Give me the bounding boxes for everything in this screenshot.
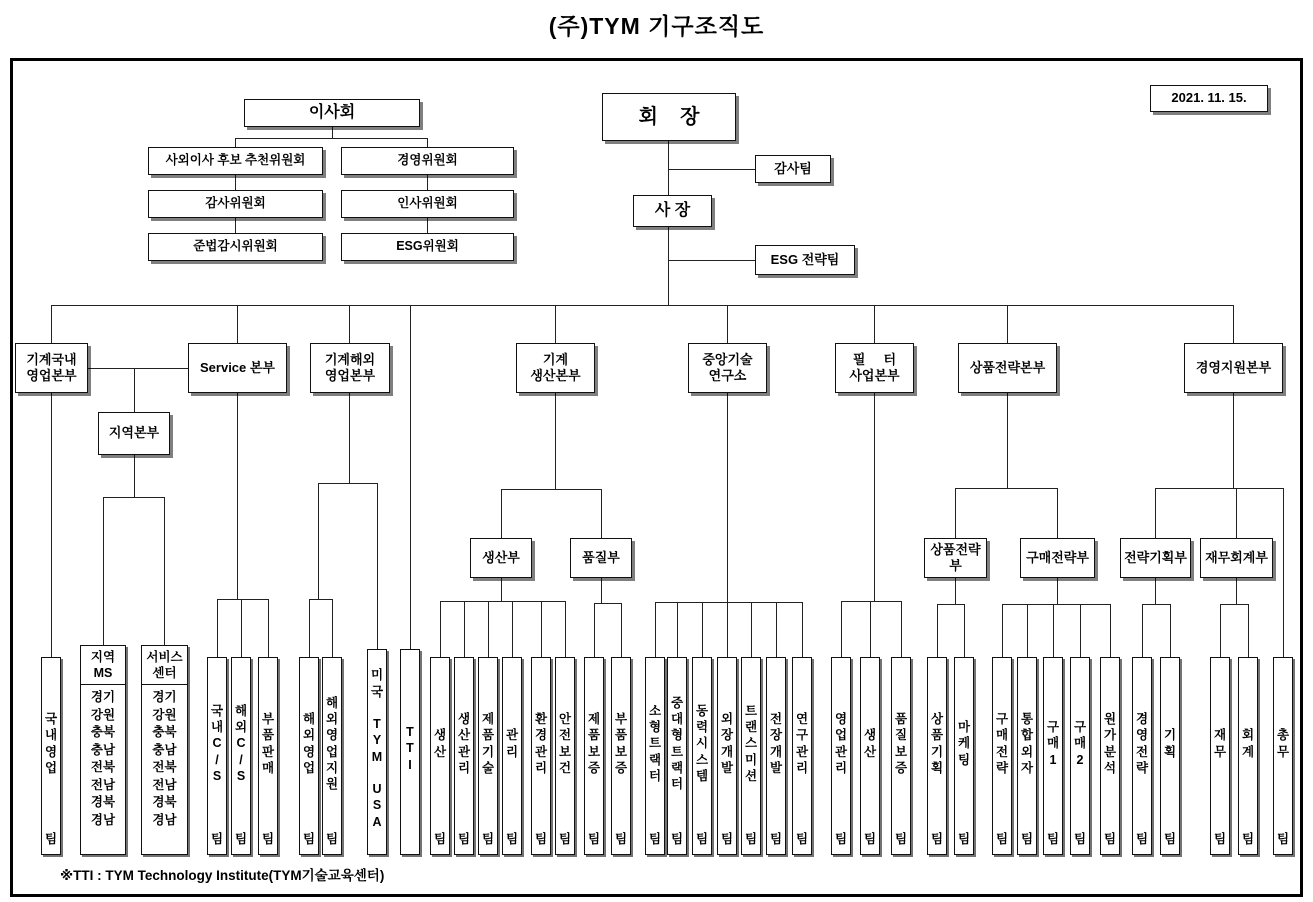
connector-line <box>427 218 428 233</box>
connector-line <box>309 599 332 600</box>
connector-line <box>1155 488 1156 538</box>
division-service-hq: Service 본부 <box>188 343 287 393</box>
connector-line <box>1002 604 1003 657</box>
team-label: 동 력 시 스 템 <box>695 703 709 783</box>
connector-line <box>594 603 621 604</box>
connector-line <box>1233 305 1234 343</box>
team-box-transmission <box>741 657 761 855</box>
team-label: 구 매 2 <box>1073 720 1087 767</box>
connector-line <box>1236 488 1237 538</box>
connector-line <box>1220 604 1221 657</box>
team-box-cost-analysis <box>1100 657 1120 855</box>
team-label: 미 국 T Y M U S A <box>370 668 384 829</box>
region-list: 경기 강원 충북 충남 전북 전남 경북 경남 <box>152 690 177 827</box>
team-box-purchase-2 <box>1070 657 1090 855</box>
connector-line <box>1027 604 1028 657</box>
team-label: 해 외 영 업 <box>302 712 316 775</box>
team-box-exterior-dev <box>717 657 737 855</box>
team-label: 트 랜 스 미 션 <box>744 703 758 783</box>
connector-line <box>901 601 902 657</box>
connector-line <box>1110 604 1111 657</box>
team-box-domestic-cs <box>207 657 227 855</box>
team-label: 생 산 관 리 <box>457 712 471 775</box>
connector-line <box>217 599 268 600</box>
team-suffix: 팀 <box>1020 832 1034 846</box>
dept-finance-accounting: 재무회계부 <box>1200 538 1273 578</box>
team-box-mid-large-tractor <box>667 657 687 855</box>
team-label: 연 구 관 리 <box>795 712 809 775</box>
team-label: 안 전 보 건 <box>558 712 572 775</box>
team-box-marketing <box>954 657 974 855</box>
date-box: 2021. 11. 15. <box>1150 85 1268 112</box>
committee-hr: 인사위원회 <box>341 190 514 218</box>
connector-line <box>668 260 755 261</box>
committee-compliance: 준법감시위원회 <box>148 233 323 261</box>
connector-line <box>1283 488 1284 657</box>
connector-line <box>555 393 556 489</box>
connector-line <box>601 578 602 603</box>
team-suffix: 팀 <box>1103 832 1117 846</box>
team-label: 품 질 보 증 <box>894 712 908 775</box>
team-suffix: 팀 <box>534 832 548 846</box>
team-suffix: 팀 <box>894 832 908 846</box>
team-label: 제 품 기 술 <box>481 712 495 775</box>
connector-line <box>427 138 428 147</box>
team-box-management-strategy <box>1132 657 1152 855</box>
connector-line <box>237 305 238 343</box>
division-machine-production: 기계 생산본부 <box>516 343 595 393</box>
committee-outside-director-nomination: 사외이사 후보 추천위원회 <box>148 147 323 175</box>
connector-line <box>217 599 218 657</box>
team-box-planning <box>1160 657 1180 855</box>
team-box-domestic-sales <box>41 657 61 855</box>
team-suffix: 팀 <box>1276 832 1290 846</box>
connector-line <box>1057 488 1058 538</box>
connector-line <box>751 602 752 657</box>
team-label: 통 합 외 자 <box>1020 712 1034 775</box>
connector-line <box>332 599 333 657</box>
connector-line <box>1057 578 1058 604</box>
team-label: 외 장 개 발 <box>720 712 734 775</box>
connector-line <box>318 483 319 599</box>
connector-line <box>555 305 556 343</box>
team-box-overseas-sales <box>299 657 319 855</box>
connector-line <box>702 602 703 657</box>
connector-line <box>501 578 502 601</box>
dept-strategy-planning: 전략기획부 <box>1120 538 1191 578</box>
team-label: 국 내 영 업 <box>44 712 58 775</box>
division-filter-business: 필 터 사업본부 <box>835 343 914 393</box>
connector-line <box>134 455 135 497</box>
team-box-integrated-imports <box>1017 657 1037 855</box>
team-label: 회 계 <box>1241 728 1255 759</box>
connector-line <box>440 601 441 657</box>
connector-line <box>235 138 236 147</box>
team-label: 생 산 <box>863 728 877 759</box>
team-suffix: 팀 <box>834 832 848 846</box>
team-box-overseas-cs <box>231 657 251 855</box>
connector-line <box>88 368 188 369</box>
team-suffix: 팀 <box>795 832 809 846</box>
team-label: 중 대 형 트 랙 터 <box>670 695 684 791</box>
division-product-strategy: 상품전략본부 <box>958 343 1057 393</box>
connector-line <box>964 604 965 657</box>
team-box-admin <box>502 657 522 855</box>
connector-line <box>51 305 1233 306</box>
connector-line <box>440 601 565 602</box>
team-box-purchase-1 <box>1043 657 1063 855</box>
team-box-product-tech <box>478 657 498 855</box>
team-suffix: 팀 <box>670 832 684 846</box>
connector-line <box>937 604 964 605</box>
team-label: 경 영 전 략 <box>1135 712 1149 775</box>
team-box-general-affairs <box>1273 657 1293 855</box>
connector-line <box>318 483 377 484</box>
team-suffix: 팀 <box>505 832 519 846</box>
connector-line <box>237 393 238 599</box>
connector-line <box>955 488 956 538</box>
connector-line <box>377 483 378 649</box>
connector-line <box>410 305 411 649</box>
team-suffix: 팀 <box>433 832 447 846</box>
connector-line <box>1002 604 1110 605</box>
team-label: 원 가 분 석 <box>1103 712 1117 775</box>
committee-esg: ESG위원회 <box>341 233 514 261</box>
team-box-tti <box>400 649 420 855</box>
team-box-product-assurance <box>584 657 604 855</box>
connector-line <box>841 601 901 602</box>
team-label: 소 형 트 랙 터 <box>648 703 662 783</box>
team-label: 해 외 영 업 지 원 <box>325 695 339 791</box>
connector-line <box>488 601 489 657</box>
division-management-support: 경영지원본부 <box>1184 343 1283 393</box>
team-suffix: 팀 <box>587 832 601 846</box>
team-box-region-ms <box>80 645 126 855</box>
connector-line <box>1233 393 1234 488</box>
team-suffix: 팀 <box>744 832 758 846</box>
connector-line <box>1248 604 1249 657</box>
team-suffix: 팀 <box>720 832 734 846</box>
connector-line <box>874 305 875 343</box>
connector-line <box>937 604 938 657</box>
board-of-directors-box: 이사회 <box>244 99 420 127</box>
team-label: 구 매 1 <box>1046 720 1060 767</box>
connector-line <box>427 175 428 190</box>
connector-line <box>727 602 728 657</box>
team-suffix: 팀 <box>614 832 628 846</box>
connector-line <box>164 497 165 645</box>
team-suffix: 팀 <box>957 832 971 846</box>
tti-footnote: ※TTI : TYM Technology Institute(TYM기술교육센터) <box>60 868 385 883</box>
connector-line <box>776 602 777 657</box>
connector-line <box>1007 393 1008 488</box>
team-suffix: 팀 <box>1135 832 1149 846</box>
connector-line <box>601 489 602 538</box>
team-suffix: 팀 <box>210 832 224 846</box>
connector-line <box>134 368 135 412</box>
team-label: 영 업 관 리 <box>834 712 848 775</box>
team-box-power-system <box>692 657 712 855</box>
connector-line <box>541 601 542 657</box>
team-label: 해 외 C / S <box>234 703 248 783</box>
connector-line <box>621 603 622 657</box>
team-box-accounting <box>1238 657 1258 855</box>
team-box-safety-health <box>555 657 575 855</box>
connector-line <box>332 127 333 138</box>
team-suffix: 팀 <box>1213 832 1227 846</box>
team-header: 지역 MS <box>81 646 125 685</box>
team-label: 생 산 <box>433 728 447 759</box>
team-suffix: 팀 <box>1241 832 1255 846</box>
team-label: 환 경 관 리 <box>534 712 548 775</box>
team-suffix: 팀 <box>648 832 662 846</box>
connector-line <box>103 497 104 645</box>
connector-line <box>464 601 465 657</box>
connector-line <box>512 601 513 657</box>
connector-line <box>1142 604 1170 605</box>
team-suffix: 팀 <box>558 832 572 846</box>
region-list: 경기 강원 충북 충남 전북 전남 경북 경남 <box>90 690 116 827</box>
team-box-production-mgmt <box>454 657 474 855</box>
connector-line <box>349 305 350 343</box>
connector-line <box>874 393 875 601</box>
team-label: 상 품 기 획 <box>930 712 944 775</box>
connector-line <box>668 169 755 170</box>
connector-line <box>501 489 502 538</box>
esg-strategy-team-box: ESG 전략팀 <box>755 245 855 275</box>
team-label: 부 품 보 증 <box>614 712 628 775</box>
connector-line <box>727 305 728 343</box>
team-suffix: 팀 <box>930 832 944 846</box>
connector-line <box>1220 604 1248 605</box>
team-box-overseas-sales-support <box>322 657 342 855</box>
team-label: 전 장 개 발 <box>769 712 783 775</box>
dept-quality: 품질부 <box>570 538 632 578</box>
connector-line <box>1155 488 1283 489</box>
team-label: 부 품 판 매 <box>261 712 275 775</box>
connector-line <box>870 601 871 657</box>
connector-line <box>235 175 236 190</box>
team-suffix: 팀 <box>695 832 709 846</box>
team-suffix: 팀 <box>234 832 248 846</box>
connector-line <box>235 218 236 233</box>
division-machine-overseas-sales: 기계해외 영업본부 <box>310 343 390 393</box>
team-label: 마 케 팅 <box>957 720 971 767</box>
connector-line <box>1142 604 1143 657</box>
connector-line <box>727 393 728 602</box>
team-label: 총 무 <box>1276 728 1290 759</box>
team-suffix: 팀 <box>457 832 471 846</box>
team-label: 재 무 <box>1213 728 1227 759</box>
audit-team-box: 감사팀 <box>755 155 831 183</box>
team-box-parts-sales <box>258 657 278 855</box>
connector-line <box>955 488 1057 489</box>
connector-line <box>802 602 803 657</box>
dept-product-strategy: 상품전략부 <box>924 538 987 578</box>
team-label: T T I <box>406 725 414 772</box>
connector-line <box>1080 604 1081 657</box>
connector-line <box>1170 604 1171 657</box>
team-box-product-planning <box>927 657 947 855</box>
connector-line <box>51 393 52 657</box>
connector-line <box>1155 578 1156 604</box>
connector-line <box>103 497 164 498</box>
team-suffix: 팀 <box>769 832 783 846</box>
team-box-filter-production <box>860 657 880 855</box>
connector-line <box>565 601 566 657</box>
team-suffix: 팀 <box>863 832 877 846</box>
team-suffix: 팀 <box>261 832 275 846</box>
chairman-box: 회 장 <box>602 93 736 141</box>
team-label: 국 내 C / S <box>210 703 224 783</box>
team-box-electronics-dev <box>766 657 786 855</box>
team-suffix: 팀 <box>1073 832 1087 846</box>
connector-line <box>51 305 52 343</box>
team-box-env-mgmt <box>531 657 551 855</box>
team-box-sales-mgmt <box>831 657 851 855</box>
team-suffix: 팀 <box>302 832 316 846</box>
team-label: 구 매 전 략 <box>995 712 1009 775</box>
regional-hq-box: 지역본부 <box>98 412 170 455</box>
team-suffix: 팀 <box>1163 832 1177 846</box>
team-suffix: 팀 <box>995 832 1009 846</box>
team-suffix: 팀 <box>44 832 58 846</box>
connector-line <box>955 578 956 604</box>
connector-line <box>268 599 269 657</box>
committee-management: 경영위원회 <box>341 147 514 175</box>
team-suffix: 팀 <box>1046 832 1060 846</box>
team-box-finance <box>1210 657 1230 855</box>
team-suffix: 팀 <box>325 832 339 846</box>
connector-line <box>841 601 842 657</box>
connector-line <box>501 489 601 490</box>
team-label: 기 획 <box>1163 728 1177 759</box>
team-suffix: 팀 <box>481 832 495 846</box>
connector-line <box>349 393 350 483</box>
team-box-research-mgmt <box>792 657 812 855</box>
page-title: (주)TYM 기구조직도 <box>548 13 765 39</box>
team-label: 관 리 <box>505 728 519 759</box>
team-box-small-tractor <box>645 657 665 855</box>
team-label: 제 품 보 증 <box>587 712 601 775</box>
connector-line <box>241 599 242 657</box>
team-box-quality-assurance <box>891 657 911 855</box>
connector-line <box>655 602 656 657</box>
connector-line <box>1053 604 1054 657</box>
connector-line <box>1007 305 1008 343</box>
committee-audit: 감사위원회 <box>148 190 323 218</box>
dept-production: 생산부 <box>470 538 532 578</box>
connector-line <box>594 603 595 657</box>
team-header: 서비스 센터 <box>142 646 187 685</box>
connector-line <box>677 602 678 657</box>
connector-line <box>235 138 427 139</box>
team-box-production <box>430 657 450 855</box>
team-box-purchase-strategy <box>992 657 1012 855</box>
team-box-parts-assurance <box>611 657 631 855</box>
president-box: 사 장 <box>633 195 712 227</box>
division-central-tech-research: 중앙기술 연구소 <box>688 343 767 393</box>
division-machine-domestic-sales: 기계국내 영업본부 <box>15 343 88 393</box>
team-box-tym-usa <box>367 649 387 855</box>
dept-purchase-strategy: 구매전략부 <box>1020 538 1095 578</box>
connector-line <box>1236 578 1237 604</box>
connector-line <box>309 599 310 657</box>
team-box-service-center <box>141 645 188 855</box>
